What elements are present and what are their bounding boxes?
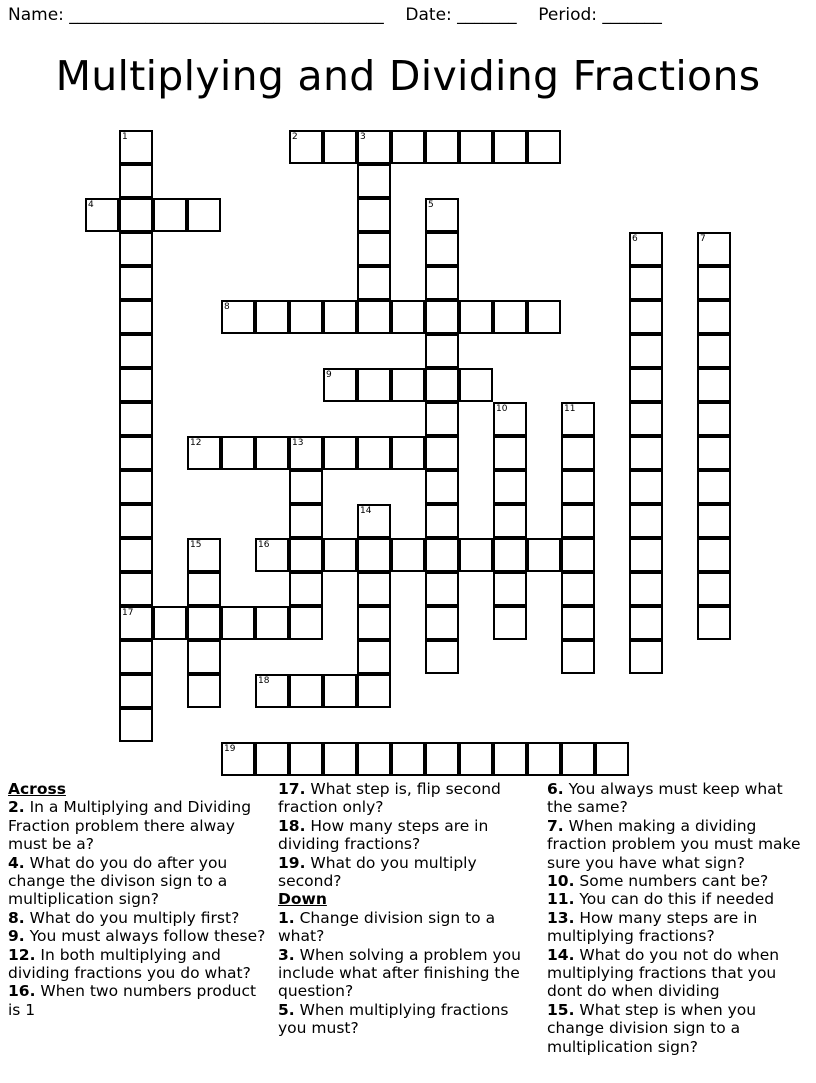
grid-cell[interactable] [527,300,561,334]
grid-cell[interactable] [697,606,731,640]
grid-cell[interactable] [697,368,731,402]
grid-cell[interactable] [425,572,459,606]
grid-cell[interactable] [629,436,663,470]
grid-cell[interactable] [629,334,663,368]
grid-cell[interactable] [697,334,731,368]
cell-number: 6 [632,234,638,244]
grid-cell[interactable] [425,300,459,334]
grid-cell[interactable] [697,232,731,266]
grid-cell[interactable] [187,606,221,640]
grid-cell[interactable] [357,164,391,198]
grid-cell[interactable] [629,232,663,266]
grid-cell[interactable] [289,300,323,334]
cell-number: 11 [564,404,576,414]
cell-number: 5 [428,200,434,210]
grid-cell[interactable] [561,436,595,470]
grid-cell[interactable] [425,368,459,402]
grid-cell[interactable] [357,572,391,606]
grid-cell[interactable] [221,300,255,334]
grid-cell[interactable] [561,742,595,776]
grid-cell[interactable] [323,742,357,776]
grid-cell[interactable] [187,640,221,674]
grid-cell[interactable] [357,300,391,334]
grid-cell[interactable] [425,538,459,572]
grid-cell[interactable] [255,742,289,776]
grid-cell[interactable] [561,640,595,674]
grid-cell[interactable] [289,538,323,572]
grid-cell[interactable] [119,334,153,368]
cell-number: 2 [292,132,298,142]
grid-cell[interactable] [187,538,221,572]
grid-cell[interactable] [119,300,153,334]
clue-column-3 [547,780,809,1056]
grid-cell[interactable] [119,198,153,232]
grid-cell[interactable] [697,436,731,470]
grid-cell[interactable] [323,130,357,164]
clue-across-18: 18. How many steps are in dividing fractions? [278,816,489,854]
grid-cell[interactable] [425,470,459,504]
grid-cell[interactable] [391,300,425,334]
grid-cell[interactable] [561,504,595,538]
grid-cell[interactable] [493,504,527,538]
grid-cell[interactable] [425,742,459,776]
grid-cell[interactable] [357,504,391,538]
grid-cell[interactable] [425,436,459,470]
grid-cell[interactable] [425,504,459,538]
grid-cell[interactable] [527,538,561,572]
grid-cell[interactable] [119,470,153,504]
grid-cell[interactable] [289,674,323,708]
grid-cell[interactable] [119,504,153,538]
grid-cell[interactable] [561,606,595,640]
grid-cell[interactable] [289,470,323,504]
clue-down-13: 13. How many steps are in multiplying fractions? [547,908,758,946]
grid-cell[interactable] [527,742,561,776]
cell-number: 10 [496,404,508,414]
grid-cell[interactable] [289,572,323,606]
grid-cell[interactable] [357,232,391,266]
grid-cell[interactable] [323,436,357,470]
cell-number: 13 [292,438,304,448]
clue-down-11: 11. You can do this if needed [547,890,775,909]
grid-cell[interactable] [357,606,391,640]
grid-cell[interactable] [153,198,187,232]
grid-cell[interactable] [561,470,595,504]
clue-column-1 [8,780,270,1019]
grid-cell[interactable] [493,130,527,164]
grid-cell[interactable] [493,538,527,572]
grid-cell[interactable] [289,606,323,640]
grid-cell[interactable] [119,164,153,198]
grid-cell[interactable] [697,470,731,504]
grid-cell[interactable] [323,300,357,334]
grid-cell[interactable] [221,436,255,470]
clue-column-2 [278,780,540,1038]
grid-cell[interactable] [119,538,153,572]
grid-cell[interactable] [527,130,561,164]
grid-cell[interactable] [425,606,459,640]
grid-cell[interactable] [459,538,493,572]
clue-across-17: 17. What step is, flip second fraction only? [278,780,501,817]
grid-cell[interactable] [425,198,459,232]
clue-down-10: 10. Some numbers cant be? [547,872,769,891]
grid-cell[interactable] [595,742,629,776]
clue-down-5: 5. When multiplying fractions you must? [278,1000,509,1038]
grid-cell[interactable] [119,674,153,708]
grid-cell[interactable] [221,606,255,640]
grid-cell[interactable] [187,436,221,470]
grid-cell[interactable] [561,572,595,606]
grid-cell[interactable] [119,606,153,640]
clue-across-16: 16. When two numbers product is 1 [8,982,257,1019]
down-heading: Down [278,890,327,909]
page-title: Multiplying and Dividing Fractions [55,52,761,100]
grid-cell[interactable] [391,368,425,402]
grid-cell[interactable] [119,266,153,300]
grid-cell[interactable] [119,130,153,164]
clue-across-8: 8. What do you multiply first? [8,908,240,927]
clue-down-6: 6. You always must keep what the same? [547,780,783,817]
grid-cell[interactable] [119,640,153,674]
grid-cell[interactable] [255,674,289,708]
grid-cell[interactable] [153,606,187,640]
cell-number: 9 [326,370,332,380]
grid-cell[interactable] [493,606,527,640]
cell-number: 3 [360,132,366,142]
grid-cell[interactable] [119,232,153,266]
grid-cell[interactable] [493,470,527,504]
grid-cell[interactable] [357,674,391,708]
cell-number: 4 [88,200,94,210]
clue-across-4: 4. What do you do after you change the divison sign to a multiplication sign? [8,853,228,909]
grid-cell[interactable] [493,402,527,436]
clue-down-15: 15. What step is when you change division sign to a multiplication sign? [547,1000,757,1056]
grid-cell[interactable] [357,640,391,674]
grid-cell[interactable] [289,504,323,538]
grid-cell[interactable] [629,368,663,402]
grid-cell[interactable] [425,266,459,300]
grid-cell[interactable] [425,130,459,164]
grid-cell[interactable] [255,606,289,640]
grid-cell[interactable] [493,436,527,470]
cell-number: 16 [258,540,270,550]
clue-down-1: 1. Change division sign to a what? [278,908,496,946]
grid-cell[interactable] [459,300,493,334]
grid-cell[interactable] [561,538,595,572]
grid-cell[interactable] [425,232,459,266]
grid-cell[interactable] [119,708,153,742]
grid-cell[interactable] [493,742,527,776]
grid-cell[interactable] [357,742,391,776]
grid-cell[interactable] [289,436,323,470]
grid-cell[interactable] [221,742,255,776]
grid-cell[interactable] [629,300,663,334]
grid-cell[interactable] [85,198,119,232]
grid-cell[interactable] [629,538,663,572]
grid-cell[interactable] [697,538,731,572]
grid-cell[interactable] [425,402,459,436]
clue-across-9: 9. You must always follow these? [8,927,266,946]
grid-cell[interactable] [629,606,663,640]
cell-number: 14 [360,506,372,516]
grid-cell[interactable] [289,130,323,164]
grid-cell[interactable] [561,402,595,436]
cell-number: 1 [122,132,128,142]
grid-cell[interactable] [629,572,663,606]
grid-cell[interactable] [357,266,391,300]
clue-down-7: 7. When making a dividing fraction problem you must make sure you have what sign? [547,816,801,872]
grid-cell[interactable] [425,334,459,368]
grid-cell[interactable] [459,130,493,164]
grid-cell[interactable] [697,504,731,538]
grid-cell[interactable] [459,742,493,776]
grid-cell[interactable] [425,640,459,674]
grid-cell[interactable] [697,402,731,436]
cell-number: 19 [224,744,236,754]
grid-cell[interactable] [357,436,391,470]
grid-cell[interactable] [697,572,731,606]
cell-number: 8 [224,302,230,312]
grid-cell[interactable] [459,368,493,402]
header-line: Name: _____________________________________ Date: _______ Period: _______ [8,5,662,25]
cell-number: 18 [258,676,270,686]
clue-down-14: 14. What do you not do when multiplying fractions that you dont do when dividing [547,945,780,1001]
cell-number: 17 [122,608,134,618]
grid-cell[interactable] [187,674,221,708]
clue-across-19: 19. What do you multiply second? [278,853,477,891]
grid-cell[interactable] [391,130,425,164]
grid-cell[interactable] [493,572,527,606]
cell-number: 15 [190,540,202,550]
cell-number: 7 [700,234,706,244]
grid-cell[interactable] [119,368,153,402]
grid-cell[interactable] [629,402,663,436]
grid-cell[interactable] [323,368,357,402]
grid-cell[interactable] [187,572,221,606]
grid-cell[interactable] [357,538,391,572]
grid-cell[interactable] [697,300,731,334]
grid-cell[interactable] [629,504,663,538]
clue-down-3: 3. When solving a problem you include what after finishing the question? [278,945,521,1001]
grid-cell[interactable] [357,198,391,232]
grid-cell[interactable] [357,368,391,402]
grid-cell[interactable] [697,266,731,300]
clue-across-12: 12. In both multiplying and dividing fractions you do what? [8,945,251,983]
grid-cell[interactable] [391,742,425,776]
grid-cell[interactable] [255,300,289,334]
across-heading: Across [8,780,66,798]
grid-cell[interactable] [187,198,221,232]
clue-across-2: 2. In a Multiplying and Dividing Fraction problem there alway must be a? [8,798,252,854]
grid-cell[interactable] [493,300,527,334]
grid-cell[interactable] [629,640,663,674]
cell-number: 12 [190,438,202,448]
grid-cell[interactable] [119,402,153,436]
grid-cell[interactable] [119,572,153,606]
grid-cell[interactable] [255,538,289,572]
grid-cell[interactable] [323,538,357,572]
grid-cell[interactable] [119,436,153,470]
grid-cell[interactable] [629,470,663,504]
grid-cell[interactable] [323,674,357,708]
grid-cell[interactable] [391,538,425,572]
grid-cell[interactable] [391,436,425,470]
grid-cell[interactable] [357,130,391,164]
grid-cell[interactable] [629,266,663,300]
grid-cell[interactable] [289,742,323,776]
grid-cell[interactable] [255,436,289,470]
